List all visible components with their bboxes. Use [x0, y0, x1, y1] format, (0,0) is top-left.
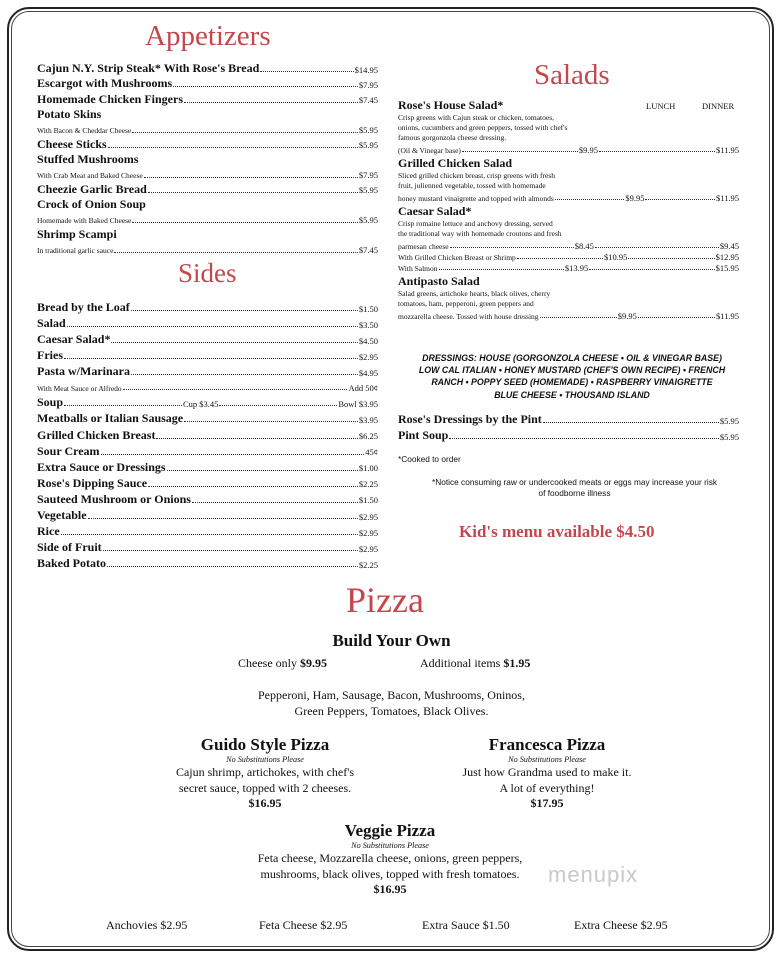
- byo-cheese: [238, 656, 327, 671]
- leader-dots: [132, 132, 358, 133]
- leader-dots: [167, 470, 358, 471]
- salad-desc-line: onions, cucumbers and green peppers, tossed with chef's: [398, 123, 568, 132]
- menu-item: [37, 553, 378, 569]
- item-name: Homemade with Baked Cheese: [37, 216, 132, 226]
- leader-dots: [599, 151, 715, 152]
- leader-dots: [108, 147, 358, 148]
- item-name: Pint Soup: [398, 428, 449, 442]
- dinner-price: $15.95: [715, 262, 739, 273]
- item-name: Cheezie Garlic Bread: [37, 181, 147, 196]
- salad-detail: With Salmon: [398, 263, 438, 273]
- leader-dots: [450, 247, 574, 248]
- leader-dots: [148, 486, 358, 487]
- item-price: $5.95: [719, 431, 739, 442]
- menu-item: [37, 135, 378, 150]
- item-name: With Crab Meat and Baked Cheese: [37, 171, 143, 181]
- lunch-price: $13.95: [564, 262, 589, 273]
- leader-dots: [638, 317, 715, 318]
- salad-name-caesar: Caesar Salad*: [398, 204, 472, 218]
- item-cup-price: Cup $3.45: [182, 398, 219, 409]
- item-price: $1.50: [358, 495, 378, 506]
- toppings-line: Green Peppers, Tomatoes, Black Olives.: [294, 704, 489, 718]
- notice-line: of foodborne illness: [538, 488, 611, 498]
- lunch-price: $9.95: [578, 144, 598, 155]
- leader-dots: [131, 374, 358, 375]
- menu-item: [37, 489, 378, 505]
- veggie-desc-line: Feta cheese, Mozzarella cheese, onions, green peppers,: [257, 851, 523, 865]
- leader-dots: [132, 222, 358, 223]
- item-name: Shrimp Scampi: [37, 227, 117, 242]
- veggie-nosub: No Substitutions Please: [351, 841, 429, 850]
- item-name: Meatballs or Italian Sausage: [37, 411, 184, 426]
- item-name: Soup: [37, 395, 64, 410]
- item-price: $7.95: [358, 79, 378, 90]
- menu-item: [37, 89, 378, 104]
- menu-item: [37, 521, 378, 537]
- item-price: $2.95: [358, 511, 378, 522]
- byo-title: Build Your Own: [332, 631, 451, 650]
- francesca-nosub: No Substitutions Please: [508, 755, 586, 764]
- item-name: With Bacon & Cheddar Cheese: [37, 126, 132, 136]
- leader-dots: [103, 550, 358, 551]
- item-name: Sauteed Mushroom or Onions: [37, 491, 191, 506]
- lunch-price: $10.95: [604, 251, 628, 262]
- pizza-title: Pizza: [346, 580, 424, 620]
- item-name: Vegetable: [37, 508, 87, 523]
- guido-title: Guido Style Pizza: [200, 735, 330, 754]
- item-price: $14.95: [354, 64, 378, 75]
- leader-dots: [543, 422, 719, 423]
- salad-detail: honey mustard vinaigrette and topped with almonds: [398, 193, 554, 203]
- menu-item: [37, 313, 378, 329]
- salads-title: Salads: [534, 59, 610, 91]
- leader-dots: [645, 199, 715, 200]
- item-name: Baked Potato: [37, 556, 106, 571]
- dressings-line: LOW CAL ITALIAN • HONEY MUSTARD (CHEF'S OWN RECIPE) • FRENCH: [418, 365, 726, 376]
- item-name: Grilled Chicken Breast: [37, 427, 156, 442]
- item-price: $2.25: [358, 559, 378, 570]
- guido-desc-line: secret sauce, topped with 2 cheeses.: [178, 781, 352, 795]
- leader-dots: [101, 454, 365, 455]
- foodborne-notice: [402, 477, 747, 499]
- item-name: Sour Cream: [37, 443, 100, 458]
- toppings-line: Pepperoni, Ham, Sausage, Bacon, Mushrooms, Oninos,: [258, 688, 525, 702]
- leader-dots: [439, 269, 564, 270]
- menu-item-detail: [37, 165, 378, 180]
- leader-dots: [517, 258, 603, 259]
- sides-title: Sides: [178, 258, 237, 288]
- salad-detail: (Oil & Vinegar base): [398, 145, 461, 155]
- salad-desc-line: Sliced grilled chicken breast, crisp greens with fresh: [398, 171, 556, 180]
- leader-dots: [144, 177, 358, 178]
- item-name: Escargot with Mushrooms: [37, 76, 173, 91]
- item-price: $2.95: [358, 351, 378, 362]
- item-price: $5.95: [358, 140, 378, 151]
- item-price: $2.25: [358, 479, 378, 490]
- menu-item: [398, 409, 739, 425]
- leader-dots: [462, 151, 578, 152]
- leader-dots: [88, 518, 358, 519]
- leader-dots: [64, 405, 182, 406]
- menu-item: [37, 392, 378, 408]
- leader-dots: [173, 86, 358, 87]
- salad-detail: With Grilled Chicken Breast or Shrimp: [398, 252, 516, 262]
- leader-dots: [64, 358, 358, 359]
- item-price: $3.95: [358, 414, 378, 425]
- item-price: $3.50: [358, 319, 378, 330]
- salad-price-row: [398, 143, 739, 154]
- leader-dots: [628, 258, 714, 259]
- menu-item: [37, 345, 378, 361]
- byo-items: [420, 656, 530, 671]
- salad-desc-line: Crisp romaine lettuce and anchovy dressing, served: [398, 219, 553, 228]
- extra-anchovies: Anchovies $2.95: [106, 918, 188, 932]
- leader-dots: [67, 326, 358, 327]
- menupix-watermark: menupix: [548, 862, 639, 887]
- lunch-header: LUNCH: [646, 101, 676, 111]
- appetizers-list: [37, 59, 378, 255]
- item-price: $2.95: [358, 543, 378, 554]
- item-name: Potato Skins: [37, 106, 102, 121]
- item-price: Add 50¢: [348, 382, 378, 393]
- dinner-price: $12.95: [715, 251, 739, 262]
- dressings-line: DRESSINGS: HOUSE (GORGONZOLA CHEESE • OIL & VINEGAR BASE): [422, 353, 722, 363]
- item-price: $5.95: [358, 215, 378, 226]
- menu-item-detail: [37, 120, 378, 135]
- francesca-title: Francesca Pizza: [488, 735, 606, 754]
- guido-nosub: No Substitutions Please: [226, 755, 304, 764]
- byo-toppings: [0, 687, 783, 719]
- salad-detail: mozzarella cheese. Tossed with house dressing: [398, 311, 539, 321]
- appetizers-title: Appetizers: [145, 20, 271, 52]
- leader-dots: [260, 71, 353, 72]
- item-price: Bowl $3.95: [338, 398, 378, 409]
- leader-dots: [107, 566, 358, 567]
- item-price: $5.95: [358, 125, 378, 136]
- item-price: $2.95: [358, 527, 378, 538]
- leader-dots: [219, 405, 337, 406]
- item-name: Caesar Salad*: [37, 332, 111, 347]
- pint-list: [398, 409, 739, 441]
- dressings-line: RANCH • POPPY SEED (HOMEMADE) • RASPBERRY VINAIGRETTE: [431, 377, 713, 388]
- item-price: 45¢: [365, 447, 378, 458]
- menu-item: [37, 74, 378, 89]
- extra-cheese: Extra Cheese $2.95: [574, 918, 668, 932]
- menu-item: [37, 195, 378, 210]
- item-price: $1.50: [358, 303, 378, 314]
- menu-item-detail: [37, 377, 378, 392]
- leader-dots: [111, 342, 357, 343]
- leader-dots: [192, 502, 358, 503]
- salad-desc-line: famous gorgonzola cheese dressing.: [398, 133, 507, 142]
- salad-desc-line: Salad greens, artichoke hearts, black olives, cherry: [398, 289, 551, 298]
- item-price: $7.95: [358, 170, 378, 181]
- item-name: With Meat Sauce or Alfredo: [37, 383, 122, 393]
- menu-item: [37, 537, 378, 553]
- salad-price-row: [398, 261, 739, 272]
- item-price: $5.95: [358, 185, 378, 196]
- item-price: $7.45: [358, 245, 378, 256]
- leader-dots: [114, 252, 357, 253]
- notice-line: *Notice consuming raw or undercooked meats or eggs may increase your risk: [432, 477, 717, 487]
- lunch-price: $9.95: [625, 192, 645, 203]
- francesca-desc-line: A lot of everything!: [499, 781, 595, 795]
- leader-dots: [595, 247, 719, 248]
- guido-pizza: [115, 735, 415, 811]
- salad-desc-line: the traditional way with homemade croutons and fresh: [398, 229, 562, 238]
- menu-item: [37, 329, 378, 345]
- leader-dots: [61, 534, 358, 535]
- salad-price-row: [398, 309, 739, 320]
- item-name: In traditional garlic sauce: [37, 246, 114, 256]
- item-name: Crock of Onion Soup: [37, 197, 146, 212]
- extra-feta: Feta Cheese $2.95: [259, 918, 348, 932]
- item-name: Cajun N.Y. Strip Steak* With Rose's Bread: [37, 61, 260, 76]
- dinner-price: $11.95: [715, 144, 739, 155]
- byo-cheese-price: $9.95: [300, 656, 327, 670]
- item-name: Salad: [37, 316, 66, 331]
- item-name: Side of Fruit: [37, 540, 102, 555]
- kids-menu: Kid's menu available $4.50: [459, 522, 655, 541]
- item-name: Rose's Dipping Sauce: [37, 475, 148, 490]
- menu-item-detail: [37, 210, 378, 225]
- salad-price-row: [398, 250, 739, 261]
- menu-item: [37, 408, 378, 424]
- item-name: Pasta w/Marinara: [37, 364, 130, 379]
- salad-price-row: [398, 191, 739, 202]
- veggie-pizza: [190, 821, 590, 897]
- dinner-header: DINNER: [702, 101, 735, 111]
- dressings-line: BLUE CHEESE • THOUSAND ISLAND: [494, 389, 650, 400]
- item-price: $4.95: [358, 367, 378, 378]
- extra-sauce: Extra Sauce $1.50: [422, 918, 510, 932]
- item-name: Homemade Chicken Fingers: [37, 91, 183, 106]
- lunch-price: $9.95: [617, 310, 637, 321]
- salad-detail: parmesan cheese: [398, 241, 449, 251]
- salad-name-house: Rose's House Salad*: [398, 98, 504, 112]
- francesca-desc-line: Just how Grandma used to make it.: [462, 765, 632, 779]
- salad-name-grilled: Grilled Chicken Salad: [398, 156, 513, 170]
- veggie-price: $16.95: [373, 882, 407, 896]
- guido-price: $16.95: [248, 796, 282, 810]
- veggie-desc-line: mushrooms, black olives, topped with fresh tomatoes.: [260, 867, 520, 881]
- leader-dots: [589, 269, 714, 270]
- byo-items-price: $1.95: [503, 656, 531, 670]
- lunch-price: $8.45: [574, 240, 594, 251]
- salad-desc-line: tomatoes, ham, pepperoni, green peppers and: [398, 299, 534, 308]
- leader-dots: [123, 389, 348, 390]
- veggie-title: Veggie Pizza: [344, 821, 436, 840]
- leader-dots: [131, 310, 358, 311]
- salads-list: [398, 98, 739, 322]
- menu-item: [37, 457, 378, 473]
- item-price: $1.00: [358, 463, 378, 474]
- sides-list: [37, 297, 378, 569]
- dinner-price: $9.45: [719, 240, 740, 251]
- leader-dots: [184, 421, 358, 422]
- menu-item: [37, 225, 378, 240]
- menu-item: [37, 59, 378, 74]
- byo-items-label: Additional items: [420, 656, 504, 670]
- leader-dots: [555, 199, 625, 200]
- item-price: $6.25: [358, 431, 378, 442]
- guido-desc-line: Cajun shrimp, artichokes, with chef's: [175, 765, 355, 779]
- menu-item: [37, 505, 378, 521]
- cooked-note: *Cooked to order: [398, 454, 461, 464]
- item-name: Bread by the Loaf: [37, 300, 130, 315]
- menu-item: [37, 105, 378, 120]
- menu-item: [37, 297, 378, 313]
- dressings-list: [397, 352, 747, 401]
- menu-item: [37, 180, 378, 195]
- item-name: Extra Sauce or Dressings: [37, 459, 166, 474]
- item-name: Stuffed Mushrooms: [37, 151, 139, 166]
- menu-item: [37, 361, 378, 377]
- francesca-price: $17.95: [530, 796, 564, 810]
- salad-desc-line: fruit, julienned vegetable, tossed with homemade: [398, 181, 546, 190]
- salad-price-row: [398, 239, 739, 250]
- item-name: Cheese Sticks: [37, 136, 107, 151]
- leader-dots: [184, 102, 358, 103]
- item-price: $7.45: [358, 95, 378, 106]
- leader-dots: [148, 192, 358, 193]
- item-price: $4.50: [358, 335, 378, 346]
- menu-item: [37, 424, 378, 440]
- item-name: Rose's Dressings by the Pint: [398, 412, 542, 426]
- leader-dots: [540, 317, 617, 318]
- item-name: Rice: [37, 524, 60, 539]
- leader-dots: [156, 438, 357, 439]
- byo-cheese-label: Cheese only: [238, 656, 300, 670]
- menu-item: [398, 425, 739, 441]
- item-price: $5.95: [719, 415, 739, 426]
- menu-item: [37, 441, 378, 457]
- leader-dots: [449, 438, 719, 439]
- salad-desc-line: Crisp greens with Cajun steak or chicken, tomatoes,: [398, 113, 555, 122]
- item-name: Fries: [37, 348, 63, 363]
- dinner-price: $11.95: [715, 310, 740, 321]
- menu-item: [37, 150, 378, 165]
- dinner-price: $11.95: [715, 192, 739, 203]
- francesca-pizza: [397, 735, 697, 811]
- salad-name-antipasto: Antipasto Salad: [398, 274, 480, 288]
- menu-item-detail: [37, 240, 378, 255]
- menu-item: [37, 473, 378, 489]
